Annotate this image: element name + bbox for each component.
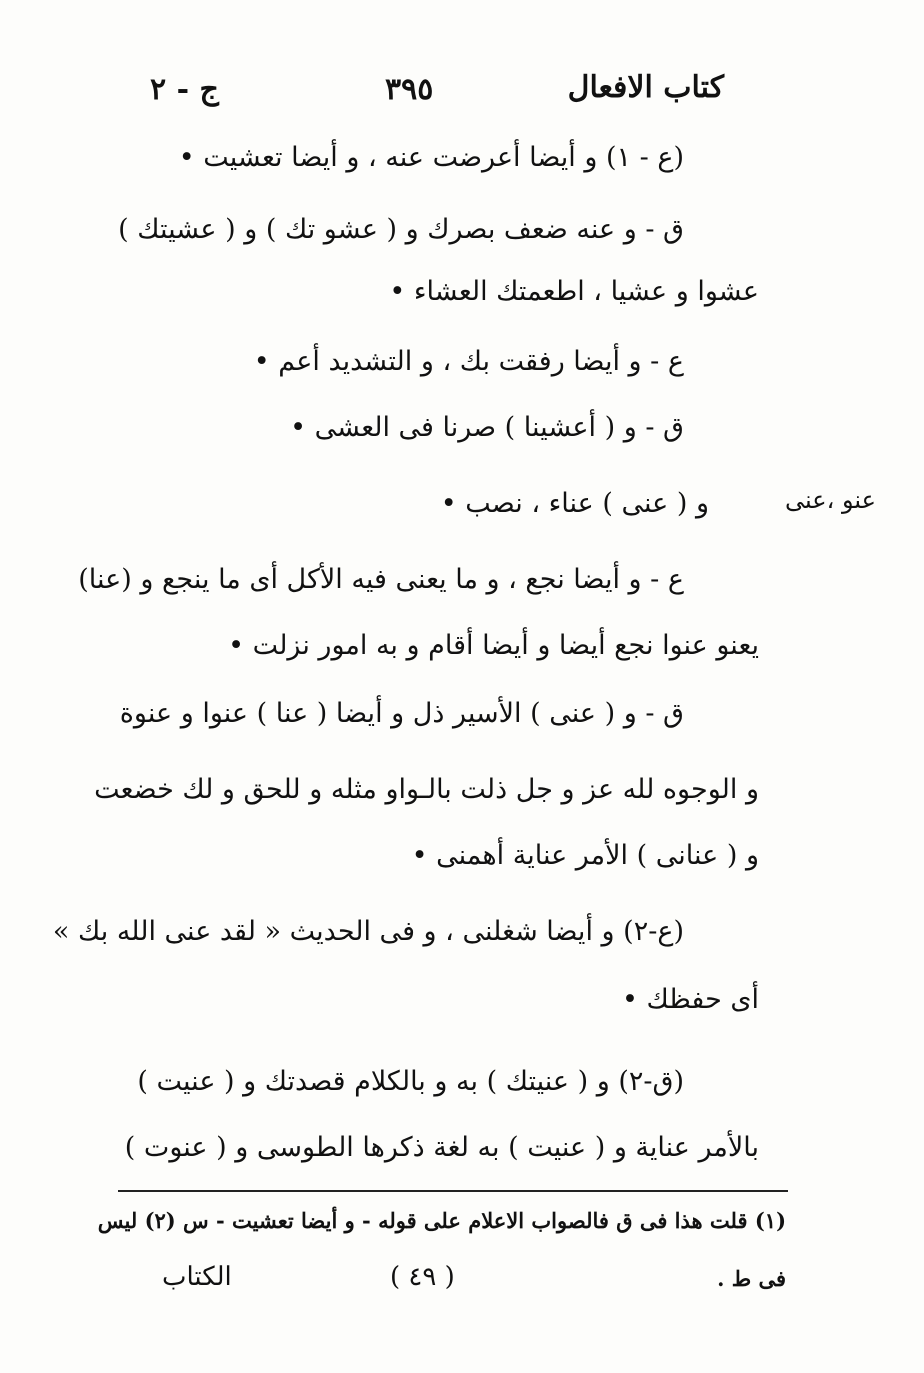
text-line: (ع-٢) و أيضا شغلنى ، و فى الحديث « لقد عنى الله بك »	[52, 916, 684, 947]
footnote-line: فى ط .	[717, 1266, 786, 1291]
text-line: ع - و أيضا رفقت بك ، و التشديد أعم •	[253, 346, 684, 377]
volume-label: ج - ٢	[150, 72, 219, 107]
page-number: ٣٩٥	[385, 72, 434, 107]
footnote-divider	[118, 1190, 788, 1192]
text-line: و ( عنانى ) الأمر عناية أهمنى •	[411, 840, 759, 871]
margin-entry: عنو ،عنى	[785, 486, 876, 514]
text-line: ق - و ( عنى ) الأسير ذل و أيضا ( عنا ) عنوا و عنوة	[119, 698, 684, 729]
text-line: بالأمر عناية و ( عنيت ) به لغة ذكرها الطوسى و ( عنوت )	[124, 1132, 759, 1163]
book-title: كتاب الافعال	[567, 70, 724, 105]
text-line: أى حفظك •	[622, 984, 759, 1015]
text-line: (ق-٢) و ( عنيتك ) به و بالكلام قصدتك و ( عنيت )	[137, 1066, 684, 1097]
text-line: و الوجوه لله عز و جل ذلت بالـواو مثله و للحق و لك خضعت	[94, 774, 759, 805]
text-line: ق - و ( أعشينا ) صرنا فى العشى •	[290, 412, 684, 443]
text-line: ق - و عنه ضعف بصرك و ( عشو تك ) و ( عشيتك )	[118, 214, 684, 245]
footnote-line: (١) قلت هذا فى ق فالصواب الاعلام على قوله - و أيضا تعشيت - س (٢) ليس	[97, 1208, 786, 1233]
text-line: ع - و أيضا نجع ، و ما يعنى فيه الأكل أى ما ينجع و (عنا)	[78, 564, 684, 595]
text-line: يعنو عنوا نجع أيضا و أيضا أقام و به امور نزلت •	[228, 630, 759, 661]
text-line: عشوا و عشيا ، اطعمتك العشاء •	[389, 276, 759, 307]
text-line: و ( عنى ) عناء ، نصب •	[440, 488, 709, 519]
text-line: (ع - ١) و أيضا أعرضت عنه ، و أيضا تعشيت •	[178, 142, 684, 173]
sheet-number: ( ٤٩ )	[390, 1262, 455, 1292]
signature-word: الكتاب	[162, 1262, 232, 1292]
